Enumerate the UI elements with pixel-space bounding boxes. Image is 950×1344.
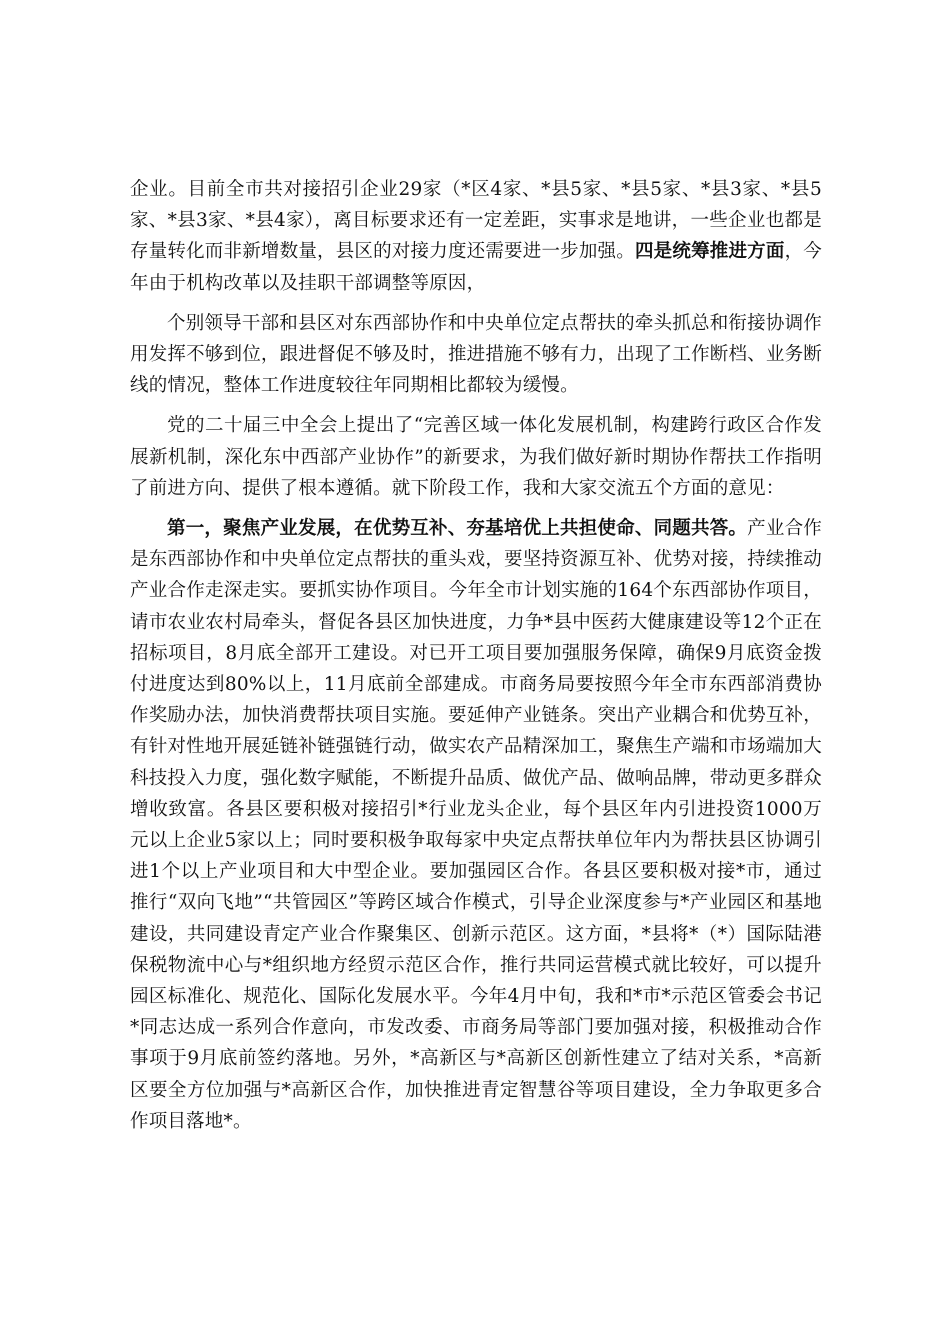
paragraph-3-text: 党的二十届三中全会上提出了“完善区域一体化发展机制，构建跨行政区合作发展新机制，深化东中西部产业协作”的新要求，为我们做好新时期协作帮扶工作指明了前进方向、提供了根本遵循。就下阶段工作，我和大家交流五个方面的意见： [130,415,822,499]
paragraph-1-text: 企业。目前全市共对接招引企业29家（*区4家、*县5家、*县5家、*县3家、*县5家、*县3家、*县4家），离目标要求还有一定差距，实事求是地讲，一些企业也都是存量转化而非新增数量，县区的对接力度还需要进一步加强。 [130,179,822,263]
paragraph-4-text: 产业合作是东西部协作和中央单位定点帮扶的重头戏，要坚持资源互补、优势对接，持续推动产业合作走深走实。要抓实协作项目。今年全市计划实施的164个东西部协作项目，请市农业农村局牵头，督促各县区加快进度，力争*县中医药大健康建设等12个正在招标项目，8月底全部开工建设。对已开工项目要加强服务保障，确保9月底资金拨付进度达到80%以上，11月底前全部建成。市商务局要按照今年全市东西部消费协作奖励办法，加快消费帮扶项目实施。要延伸产业链条。突出产业耦合和优势互补，有针对性地开展延链补链强链行动，做实农产品精深加工，聚焦生产端和市场端加大科技投入力度，强化数字赋能，不断提升品质、做优产品、做响品牌，带动更多群众增收致富。各县区要积极对接招引*行业龙头企业，每个县区年内引进投资1000万元以上企业5家以上；同时要积极争取每家中央定点帮扶单位年内为帮扶县区协调引进1个以上产业项目和大中型企业。要加强园区合作。各县区要积极对接*市，通过推行“双向飞地”“共管园区”等跨区域合作模式，引导企业深度参与*产业园区和基地建设，共同建设青定产业合作聚集区、创新示范区。这方面，*县将*（*）国际陆港保税物流中心与*组织地方经贸示范区合作，推行共同运营模式就比较好，可以提升园区标准化、规范化、国际化发展水平。今年4月中旬，我和*市*示范区管委会书记*同志达成一系列合作意向，市发改委、市商务局等部门要加强对接，积极推动合作事项于9月底前签约落地。另外，*高新区与*高新区创新性建立了结对关系，*高新区要全方位加强与*高新区合作，加快推进青定智慧谷等项目建设，全力争取更多合作项目落地*。 [130,518,822,1132]
paragraph-1 [130,174,822,299]
paragraph-2 [130,308,822,402]
document-page [130,174,822,1137]
paragraph-1-bold-heading: 四是统筹推进方面 [634,241,785,263]
paragraph-3 [130,410,822,504]
paragraph-2-text: 个别领导干部和县区对东西部协作和中央单位定点帮扶的牵头抓总和衔接协调作用发挥不够到位，跟进督促不够及时，推进措施不够有力，出现了工作断档、业务断线的情况，整体工作进度较往年同期相比都较为缓慢。 [130,312,822,397]
paragraph-1-tail: ，今年由于机构改革以及挂职干部调整等原因， [130,241,822,294]
paragraph-4-bold-heading: 第一，聚焦产业发展，在优势互补、夯基培优上共担使命、同题共答。 [167,518,748,540]
paragraph-4 [130,513,822,1137]
